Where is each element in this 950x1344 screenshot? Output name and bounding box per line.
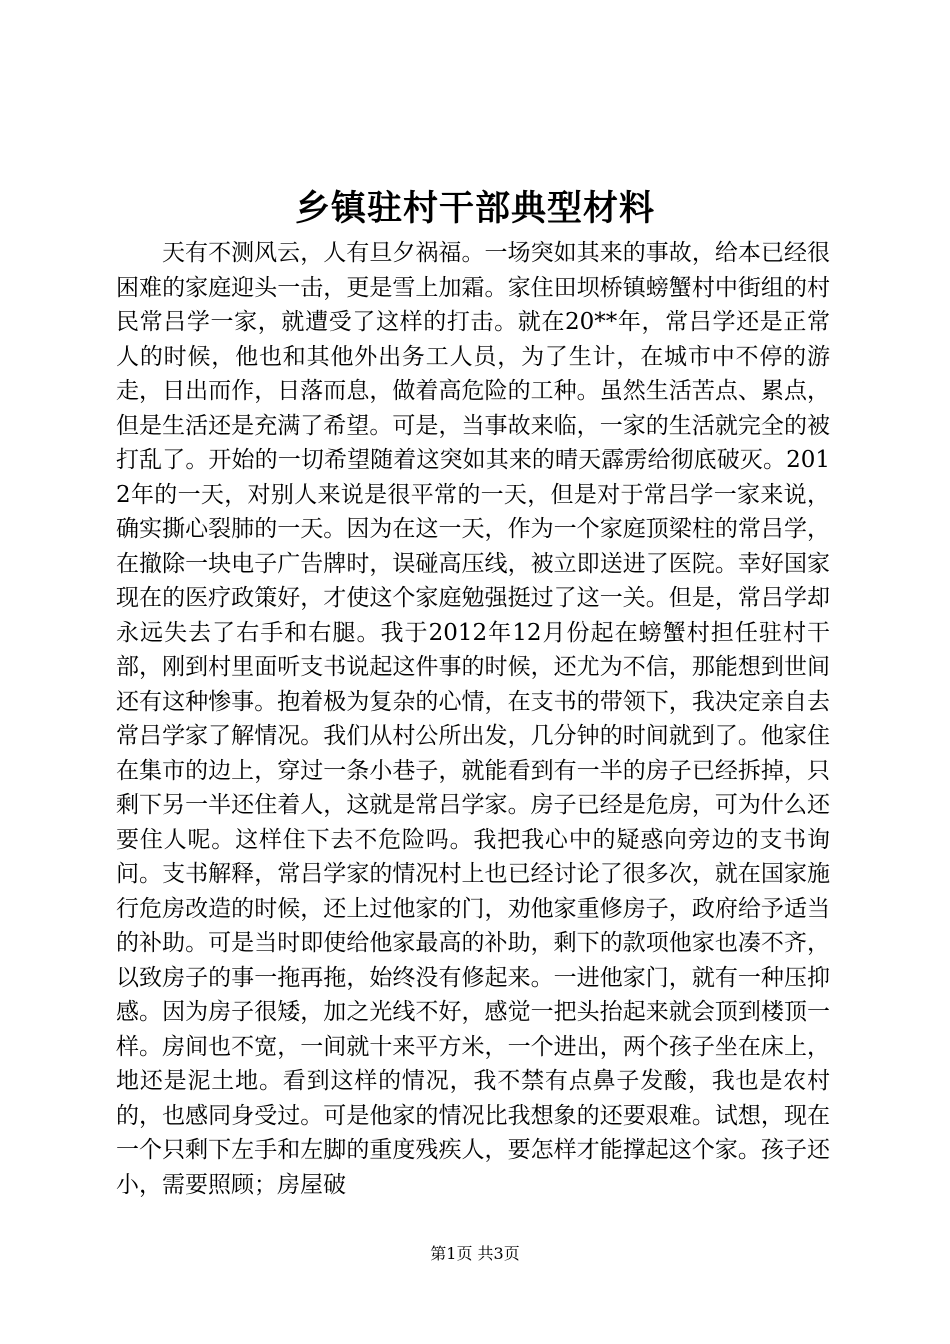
page-number: 第1页 共3页: [430, 1244, 520, 1263]
body-paragraph: 天有不测风云，人有旦夕祸福。一场突如其来的事故，给本已经很困难的家庭迎头一击，更是雪上加霜。家住田坝桥镇螃蟹村中街组的村民常吕学一家，就遭受了这样的打击。就在20**年，常吕学还是正常人的时候，他也和其他外出务工人员，为了生计，在城市中不停的游走，日出而作，日落而息，做着高危险的工种。虽然生活苦点、累点，但是生活还是充满了希望。可是，当事故来临，一家的生活就完全的被打乱了。开始的一切希望随着这突如其来的晴天霹雳给彻底破灭。2012年的一天，对别人来说是很平常的一天，但是对于常吕学一家来说，确实撕心裂肺的一天。因为在这一天，作为一个家庭顶梁柱的常吕学，在撤除一块电子广告牌时，误碰高压线，被立即送进了医院。幸好国家现在的医疗政策好，才使这个家庭勉强挺过了这一关。但是，常吕学却永远失去了右手和右腿。我于2012年12月份起在螃蟹村担任驻村干部，刚到村里面听支书说起这件事的时候，还尤为不信，那能想到世间还有这种惨事。抱着极为复杂的心情，在支书的带领下，我决定亲自去常吕学家了解情况。我们从村公所出发，几分钟的时间就到了。他家住在集市的边上，穿过一条小巷子，就能看到有一半的房子已经拆掉，只剩下另一半还住着人，这就是常吕学家。房子已经是危房，可为什么还要住人呢。这样住下去不危险吗。我把我心中的疑惑向旁边的支书询问。支书解释，常吕学家的情况村上也已经讨论了很多次，就在国家施行危房改造的时候，还上过他家的门，劝他家重修房子，政府给予适当的补助。可是当时即使给他家最高的补助，剩下的款项他家也凑不齐，以致房子的事一拖再拖，始终没有修起来。一进他家门，就有一种压抑感。因为房子很矮，加之光线不好，感觉一把头抬起来就会顶到楼顶一样。房间也不宽，一间就十来平方米，一个进出，两个孩子坐在床上，地还是泥土地。看到这样的情况，我不禁有点鼻子发酸，我也是农村的，也感同身受过。可是他家的情况比我想象的还要艰难。试想，现在一个只剩下左手和左脚的重度残疾人，要怎样才能撑起这个家。孩子还小，需要照顾；房屋破: [116, 240, 830, 1198]
document-title: 乡镇驻村干部典型材料: [294, 188, 655, 229]
